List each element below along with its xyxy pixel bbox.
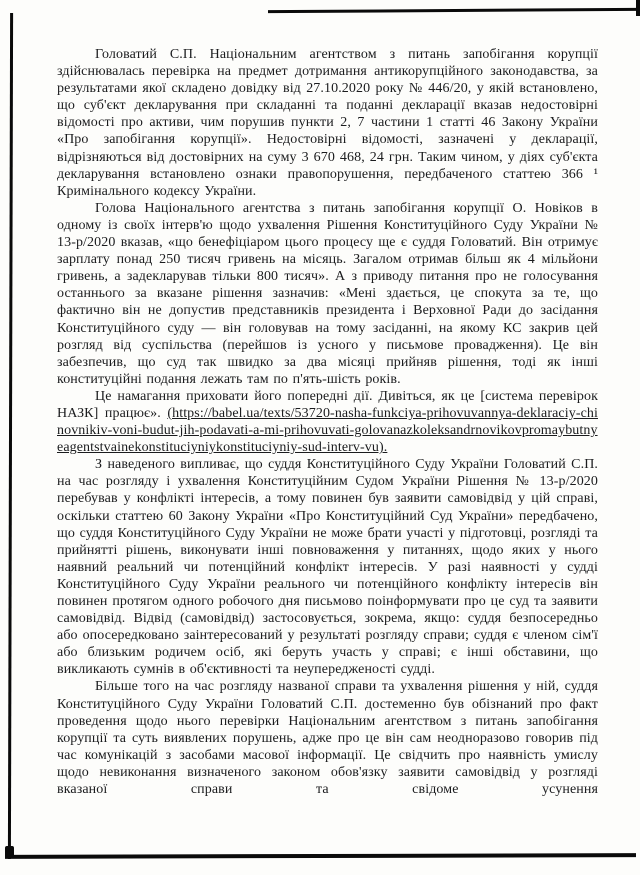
scan-border-top-right-corner <box>636 0 640 16</box>
paragraph-inspection-findings: Головатий С.П. Національним агентством з питань запобігання корупції здійснювалась перевірка на предмет дотримання антикорупційного законодавства, за результатами якої складено довідку від 27.10.2020 року № 446/20, у якій встановлено, що суб'єкт декларування при складанні та поданні декларації вказав недостовірні відомості про активи, чим порушив пункти 2, 7 частини 1 статті 46 Закону України «Про запобігання корупції». Недостовірні відомості, зазначені у декларації, відрізняються від достовірних на суму 3 670 468, 24 грн. Таким чином, у діях суб'єкта декларування встановлено ознаки правопорушення, передбаченого статтею 366 ¹ Кримінального кодексу України. <box>57 47 598 199</box>
scan-border-top <box>268 8 640 13</box>
paragraph-conflict-of-interest-conclusion: З наведеного випливає, що суддя Конституційного Суду України Головатий С.П. на час розгляду і ухвалення Конституційним Судом України Рішення № 13-р/2020 перебував у конфлікті інтересів, а тому повинен був заявити самовідвід у цій справі, оскільки статтею 60 Закону України «Про Конституційний Суд України» передбачено, що суддя Конституційного Суду України не може брати участі у підготовці, розгляді та прийнятті рішень, виконувати інші повноваження у питаннях, щодо яких у нього наявний реальний чи потенційний конфлікт інтересів. У разі наявності у судді Конституційного Суду України реального чи потенційного конфлікту інтересів він повинен протягом одного робочого дня письмово поінформувати про це суд та заявити самовідвід. Відвід (самовідвід) застосовується, зокрема, якщо: суддя безпосередньо або опосередковано заінтересований у результаті розгляду справи; суддя є членом сім'ї або близьким родичем осіб, які беруть участь у справі; є інші обставини, що викликають сумнів в об'єктивності та неупередженості судді. <box>57 457 598 678</box>
article-url-text: (https://babel.ua/texts/53720-nasha-funkciya-prihovuvannya-deklaraciy-chinovnikiv-voni-budut-jih-podavati-a-mi-prihovuvati-golovanazkoleksandrnovikovpromaybutnyeagentstvainekonstituciyniykonstituciyniy-sud-interv-vu). <box>57 405 598 456</box>
paragraph-awareness-and-intent: Більше того на час розгляду названої справи та ухвалення рішення у ній, суддя Конституційного Суду України Головатий С.П. достеменно був обізнаний про факт проведення щодо нього перевірки Національним агентством з питань запобігання корупції та суть виявлених порушень, адже про це він сам неодноразово говорив під час комунікацій з засобами масової інформації. Це свідчить про наявність умислу щодо невиконання визначеного законом обов'язку заявити самовідвід у розгляді вказаної справи та свідоме усунення <box>57 679 598 798</box>
scan-border-bottom <box>5 853 636 859</box>
paragraph-lead-text: Це намагання приховати його попередні дії. Дивіться, як це [система перевірок НАЗК] працює». <box>57 388 598 421</box>
scan-border-bottom-left-corner <box>5 846 14 858</box>
scan-border-left <box>8 13 13 859</box>
document-text-block <box>57 46 598 798</box>
paragraph-nazk-head-interview: Голова Національного агентства з питань запобігання корупції О. Новіков в одному із своїх інтерв'ю щодо ухвалення Рішення Конституційного Суду України № 13-р/2020 вказав, «що бенефіціаром цього процесу ще є суддя Головатий. Він отримує зарплату понад 250 тисяч гривень на місяць. Загалом отримав більш як 4 мільйони гривень, а задекларував тільки 800 тисяч». А з приводу питання про не голосування останнього за вказане рішення зазначив: «Мені здається, це спокута за те, що фактично він не допустив представників президента і Верховної Ради до засідання Конституційного суду — він головував на тому засіданні, на якому КС закрив цей розгляд від суспільства (перейшов із усного у письмове провадження). Це він забезпечив, що суд так швидко за два місяці прийняв рішення, тоді як інші конституційні подання лежать там по п'ять-шість років. <box>57 200 598 387</box>
paragraph-interview-quote-with-link <box>57 388 598 456</box>
